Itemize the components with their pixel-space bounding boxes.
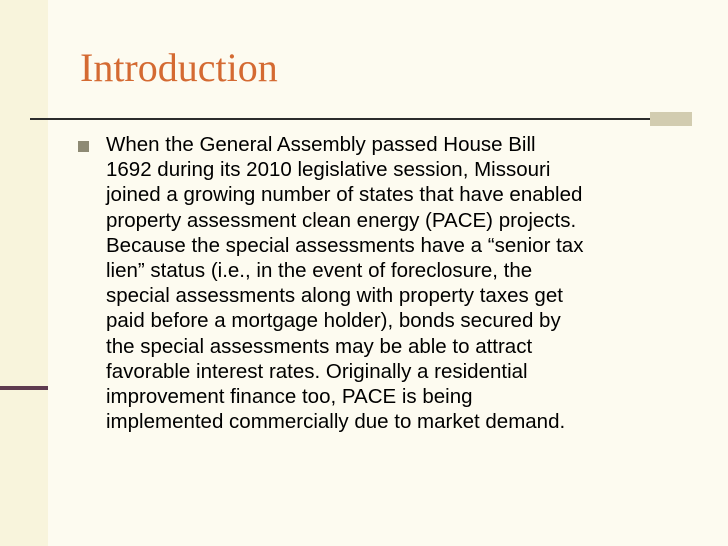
body-line: paid before a mortgage holder), bonds secured by xyxy=(106,309,561,333)
title-underline-accent xyxy=(650,112,692,126)
left-margin-bar xyxy=(0,0,48,546)
body-line: implemented commercially due to market demand. xyxy=(106,410,566,434)
body-line: When the General Assembly passed House Bill xyxy=(106,133,536,156)
body-line: 1692 during its 2010 legislative session, Missouri xyxy=(106,158,551,182)
body-line: lien” status (i.e., in the event of foreclosure, the xyxy=(106,259,533,283)
slide-title: Introduction xyxy=(80,45,278,90)
body-line: special assessments along with property taxes get xyxy=(106,284,563,308)
bullet-square-icon xyxy=(78,141,89,152)
title-underline xyxy=(30,118,650,120)
body-line: improvement finance too, PACE is being xyxy=(106,385,473,409)
body-line: favorable interest rates. Originally a residential xyxy=(106,359,528,383)
body-line: property assessment clean energy (PACE) projects. xyxy=(106,208,577,232)
left-accent-stripe xyxy=(0,386,48,390)
body-line: joined a growing number of states that have enabled xyxy=(106,183,583,207)
body-line: Because the special assessments have a “senior tax xyxy=(106,233,584,257)
body-paragraph xyxy=(106,132,706,434)
body-line: the special assessments may be able to attract xyxy=(106,334,533,358)
